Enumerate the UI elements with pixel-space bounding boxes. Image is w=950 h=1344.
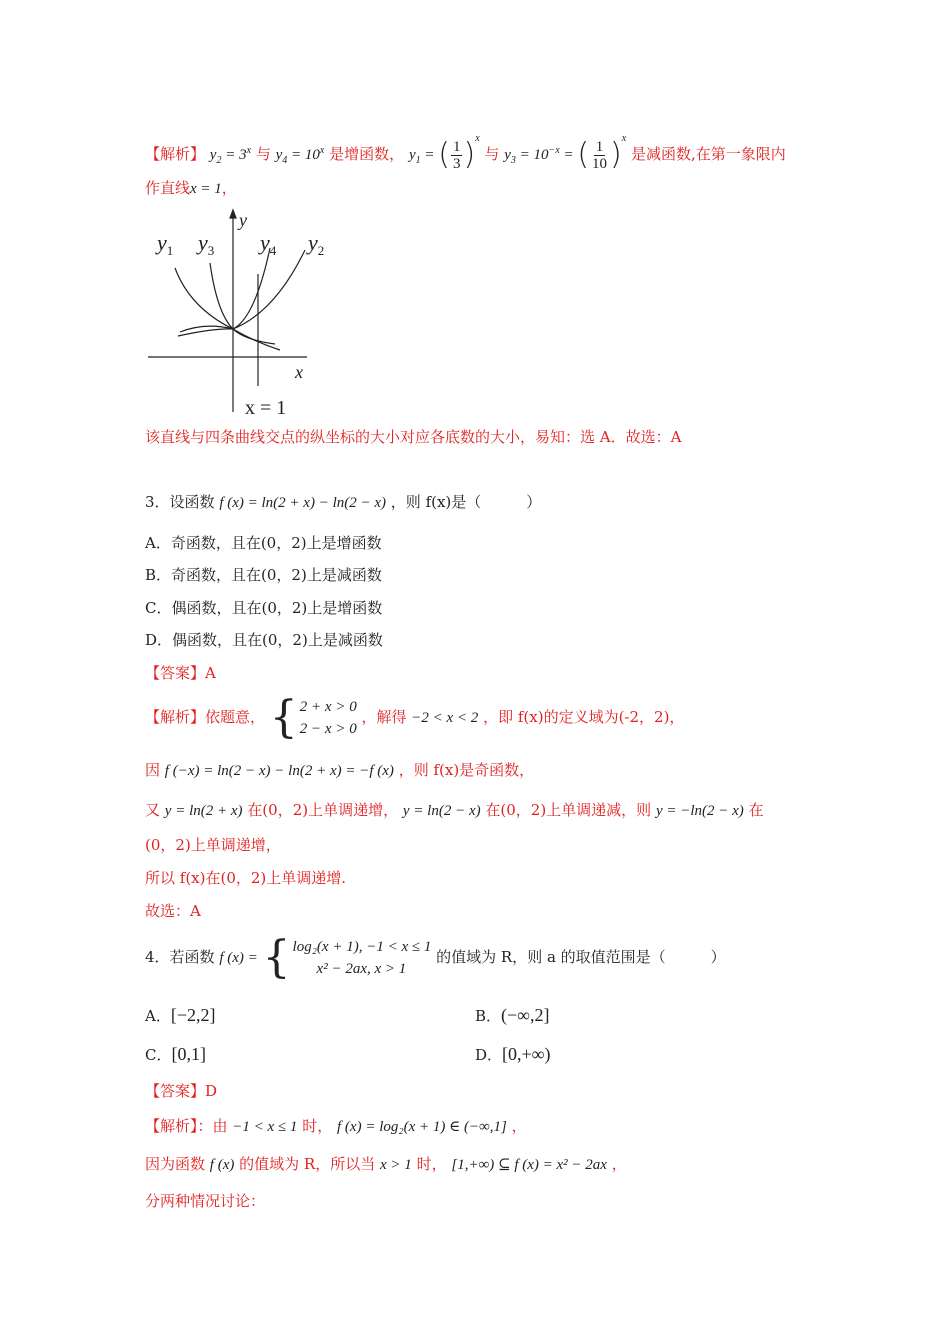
x-axis-label: x (295, 362, 303, 382)
question-4-option-b: B．(−∞,2] (475, 1005, 550, 1025)
question-3-option-d: D．偶函数，且在(0，2)上是减函数 (145, 631, 383, 649)
analysis-conclusion: 该直线与四条曲线交点的纵坐标的大小对应各底数的大小，易知：选 A．故选：A (145, 428, 682, 446)
question-3-answer: 【答案】A (145, 664, 216, 682)
fraction-one-third: $\frac{1}{3}$ (452, 138, 461, 172)
vertical-line-label: x = 1 (245, 397, 287, 419)
label-y2: $y_2$ (308, 230, 325, 258)
question-4-answer: 【答案】D (145, 1082, 218, 1100)
question-3-solution-4: (0，2)上单调递增， (145, 836, 281, 854)
question-4-option-d: D．[0,+∞) (475, 1044, 551, 1064)
question-4-solution-3: 分两种情况讨论： (145, 1192, 266, 1210)
question-3-solution-6: 故选：A (145, 902, 201, 920)
question-4-option-c: C．[0,1] (145, 1044, 206, 1064)
label-y3: $y_3$ (198, 230, 215, 258)
curve-y2 (180, 250, 305, 332)
y-axis-label: y (239, 210, 247, 230)
analysis-tag: 【解析】 (145, 145, 206, 163)
question-3-option-a: A．奇函数，且在(0，2)上是增函数 (145, 534, 382, 552)
curve-y4 (178, 248, 270, 336)
label-y4: $y_4$ (260, 230, 277, 258)
question-4-solution-2: 因为函数 f (x) 的值域为 R，所以当 x > 1 时， [1,+∞) ⊆ f (x) = x² − 2ax ， (145, 1155, 627, 1173)
analysis-line-2: 作直线x = 1， (145, 179, 237, 197)
question-3-option-b: B．奇函数，且在(0，2)上是减函数 (145, 566, 382, 584)
analysis-line-1: 【解析】 $y_2 = 3^x$ 与 $y_4 = 10^x$ 是增函数， $y_1$ = ( $\frac{1}{3}$ )$^x$ 与 $y_3 = 10^{-x}$ = ( $\frac{1}{10}$ )$^x$ 是减函数,在第一象限内 (145, 133, 786, 172)
question-3-stem: 3．设函数 f (x) = ln(2 + x) − ln(2 − x) ，则 f(x)是（ ） (145, 493, 542, 511)
question-4-stem: 4．若函数 f (x) = { log₂(x + 1), −1 < x ≤ 1 x² − 2ax, x > 1 的值域为 R，则 a 的取值范围是（ ） (145, 932, 726, 983)
exponential-curves-graph (145, 208, 325, 420)
curve-y3 (210, 263, 275, 344)
question-3-solution-3: 又 y = ln(2 + x) 在(0，2)上单调递增， y = ln(2 − x) 在(0，2)上单调递减，则 y = −ln(2 − x) 在 (145, 801, 764, 819)
fraction-one-tenth: $\frac{1}{10}$ (592, 138, 608, 172)
question-3-solution-1: 【解析】依题意， { 2 + x > 0 2 − x > 0 ，解得 −2 < x < 2 ，即 f(x)的定义域为(-2，2)， (145, 692, 685, 743)
question-3-solution-2: 因 f (−x) = ln(2 − x) − ln(2 + x) = −f (x) ，则 f(x)是奇函数， (145, 761, 535, 779)
question-4-solution-1: 【解析】：由 −1 < x ≤ 1 时， f (x) = log₂(x + 1) ∈ (−∞,1] ， (145, 1117, 527, 1135)
question-3-solution-5: 所以 f(x)在(0，2)上单调递增. (145, 869, 347, 887)
question-4-option-a: A．[−2,2] (145, 1005, 216, 1025)
y-axis-arrow (230, 210, 236, 218)
question-3-option-c: C．偶函数，且在(0，2)上是增函数 (145, 599, 383, 617)
label-y1: $y_1$ (157, 230, 174, 258)
